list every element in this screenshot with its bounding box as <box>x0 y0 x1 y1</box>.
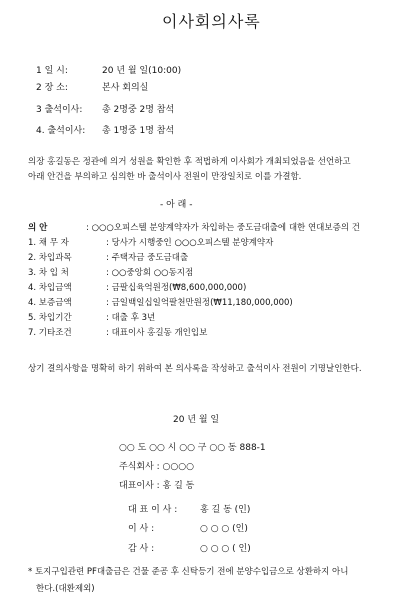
detail-value: : 금팔십육억원정(₩8,600,000,000) <box>106 283 247 293</box>
attending-directors-value: 총 2명중 2명 참석 <box>102 105 175 115</box>
signature-role-ceo: 대 표 이 사 : <box>128 505 178 515</box>
detail-row <box>28 269 193 278</box>
detail-value: : 대출 후 3년 <box>106 313 156 323</box>
meeting-place-value: 본사 회의실 <box>102 83 149 93</box>
meeting-datetime-value: 20 년 월 일(10:00) <box>102 66 182 76</box>
opening-paragraph-line-2: 아래 안건을 부의하고 심의한 바 출석이사 전원이 만장일치로 이를 가결함. <box>28 172 302 182</box>
detail-row <box>28 239 273 248</box>
company-name: 주식회사 : ○○○○ <box>119 462 194 472</box>
agenda-label: 의 안 <box>28 223 48 233</box>
detail-key: 4. 보증금액 <box>28 298 72 308</box>
detail-row <box>28 329 207 338</box>
detail-key: 2. 차입과목 <box>28 253 72 263</box>
detail-key: 1. 채 무 자 <box>28 238 69 248</box>
detail-value: : 주택자금 중도금대출 <box>106 253 189 263</box>
detail-value: : 당사가 시행중인 ○○○오피스텔 분양계약자 <box>106 238 274 248</box>
detail-key: 7. 기타조건 <box>28 328 72 338</box>
signature-role-auditor: 감 사 : <box>128 544 155 554</box>
detail-key: 3. 차 입 처 <box>28 268 69 278</box>
attending-auditors-label: 4. 출석이사: <box>36 126 86 136</box>
footnote-line-1: * 토지구입관련 PF대출금은 건물 준공 후 신탁등기 전에 분양수입금으로 상환하지 아니 <box>28 567 349 577</box>
signature-name-director: ○ ○ ○ (인) <box>200 524 248 534</box>
detail-row <box>28 254 188 263</box>
opening-paragraph-line-1: 의장 홍길동은 정관에 의거 성원을 확인한 후 적법하게 이사회가 개최되었음을 선언하고 <box>28 157 351 167</box>
signature-name-auditor: ○ ○ ○ ( 인) <box>200 544 251 554</box>
meeting-place-label: 2 장 소: <box>36 83 68 93</box>
document-title: 이사회의사록 <box>162 12 261 31</box>
detail-row <box>28 284 246 293</box>
signature-date: 20 년 월 일 <box>173 415 220 425</box>
footnote-line-2: 한다.(대환제외) <box>36 584 95 594</box>
company-ceo: 대표이사 : 홍 길 동 <box>119 481 195 491</box>
attending-auditors-value: 총 1명중 1명 참석 <box>102 126 175 136</box>
signature-name-ceo: 홍 길 동 (인) <box>200 505 251 515</box>
detail-row <box>28 314 155 323</box>
company-address: ○○ 도 ○○ 시 ○○ 구 ○○ 동 888-1 <box>119 443 266 453</box>
detail-row <box>28 299 293 308</box>
detail-value: : 대표이사 홍길동 개인입보 <box>106 328 208 338</box>
section-heading: - 아 래 - <box>160 200 193 210</box>
attending-directors-label: 3 출석이사: <box>36 105 83 115</box>
detail-key: 4. 차입금액 <box>28 283 72 293</box>
closing-statement: 상기 결의사항을 명확히 하기 위하여 본 의사록을 작성하고 출석이사 전원이 기명날인한다. <box>28 364 362 374</box>
agenda-text: : ○○○오피스텔 분양계약자가 차입하는 중도금대출에 대한 연대보증의 건 <box>86 223 360 233</box>
meeting-datetime-label: 1 일 시: <box>36 66 68 76</box>
detail-key: 5. 차입기간 <box>28 313 72 323</box>
detail-value: : 금일백일십일억팔천만원정(₩11,180,000,000) <box>106 298 293 308</box>
detail-value: : ○○중앙회 ○○동지점 <box>106 268 194 278</box>
signature-role-director: 이 사 : <box>128 524 155 534</box>
